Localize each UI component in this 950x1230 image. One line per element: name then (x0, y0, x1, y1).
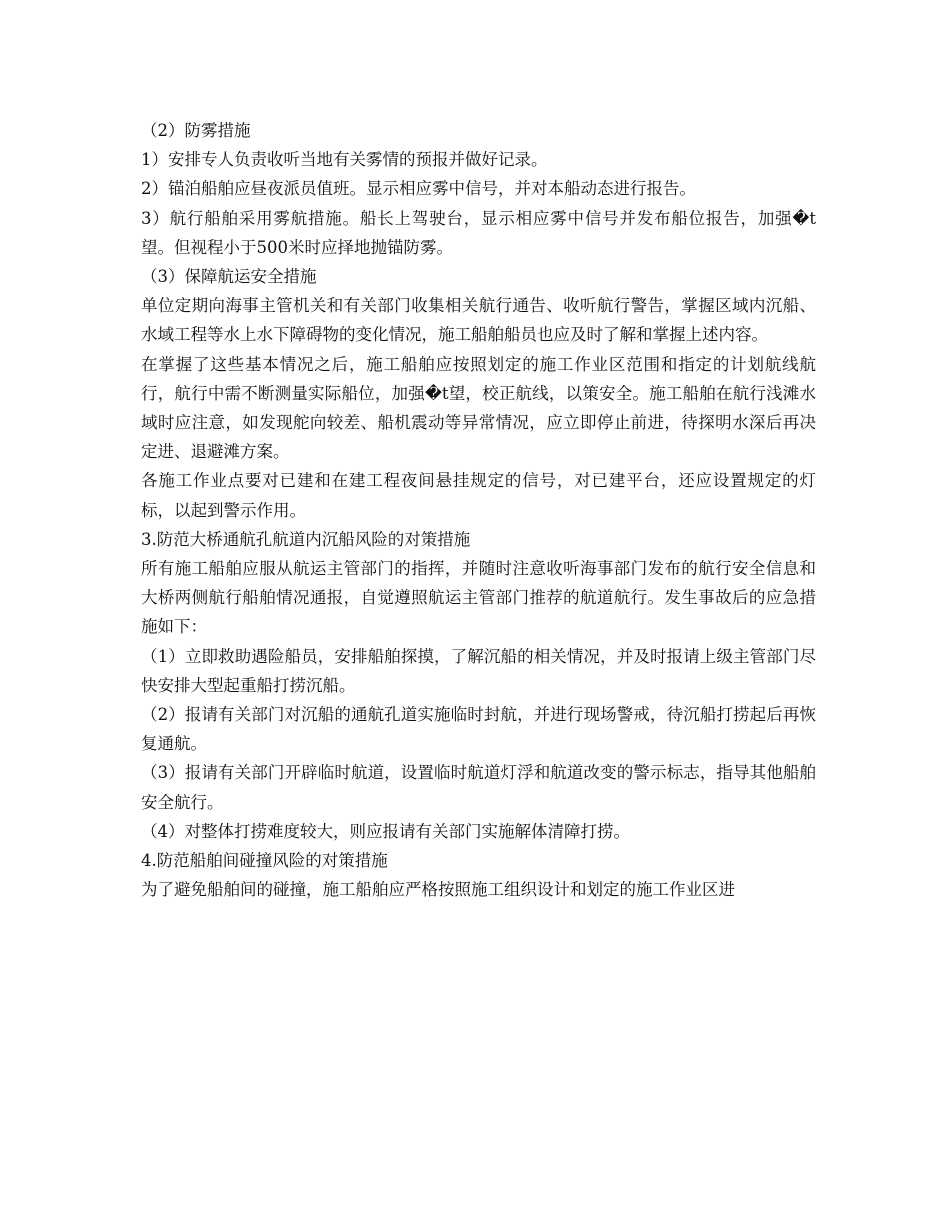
list-item-emergency-2: （2）报请有关部门对沉船的通航孔道实施临时封航，并进行现场警戒，待沉船打捞起后再恢复通航。 (141, 705, 816, 754)
paragraph-notices: 单位定期向海事主管机关和有关部门收集相关航行通告、收听航行警告，掌握区域内沉船、水域工程等水上水下障碍物的变化情况，施工船舶船员也应及时了解和掌握上述内容。 (141, 296, 816, 345)
paragraph-collision: 为了避免船舶间的碰撞，施工船舶应严格按照施工组织设计和划定的施工作业区进 (141, 880, 735, 900)
list-item-emergency-1: （1）立即救助遇险船员，安排船舶探摸，了解沉船的相关情况，并及时报请上级主管部门尽快安排大型起重船打捞沉船。 (141, 646, 816, 695)
paragraph-obey-command: 所有施工船舶应服从航运主管部门的指挥，并随时注意收听海事部门发布的航行安全信息和大桥两侧航行船舶情况通报，自觉遵照航运主管部门推荐的航道航行。发生事故后的应急措施如下： (141, 559, 816, 637)
list-item-emergency-4: （4）对整体打捞难度较大，则应报请有关部门实施解体清障打捞。 (141, 821, 630, 841)
heading-sinking-risk: 3.防范大桥通航孔航道内沉船风险的对策措施 (141, 529, 471, 549)
heading-fog-measures: （2）防雾措施 (141, 121, 251, 140)
document-body (141, 116, 816, 904)
list-item-fog-2: 2）锚泊船舶应昼夜派员值班。显示相应雾中信号，并对本船动态进行报告。 (141, 179, 696, 199)
list-item-emergency-3: （3）报请有关部门开辟临时航道，设置临时航道灯浮和航道改变的警示标志，指导其他船舶安全航行。 (141, 763, 816, 812)
paragraph-signals: 各施工作业点要对已建和在建工程夜间悬挂规定的信号，对已建平台，还应设置规定的灯标，以起到警示作用。 (141, 471, 816, 520)
heading-collision-risk: 4.防范船舶间碰撞风险的对策措施 (141, 851, 388, 871)
list-item-fog-3: 3）航行船舶采用雾航措施。船长上驾驶台，显示相应雾中信号并发布船位报告，加强�t望。但视程小于500米时应择地抛锚防雾。 (141, 208, 816, 257)
heading-navigation-safety: （3）保障航运安全措施 (141, 267, 317, 287)
paragraph-navigation: 在掌握了这些基本情况之后，施工船舶应按照划定的施工作业区范围和指定的计划航线航行，航行中需不断测量实际船位，加强�t望，校正航线，以策安全。施工船舶在航行浅滩水域时应注意，如发现舵向较差、船机震动等异常情况，应立即停止前进，待探明水深后再决定进、退避滩方案。 (141, 354, 816, 462)
list-item-fog-1: 1）安排专人负责收听当地有关雾情的预报并做好记录。 (141, 150, 548, 170)
